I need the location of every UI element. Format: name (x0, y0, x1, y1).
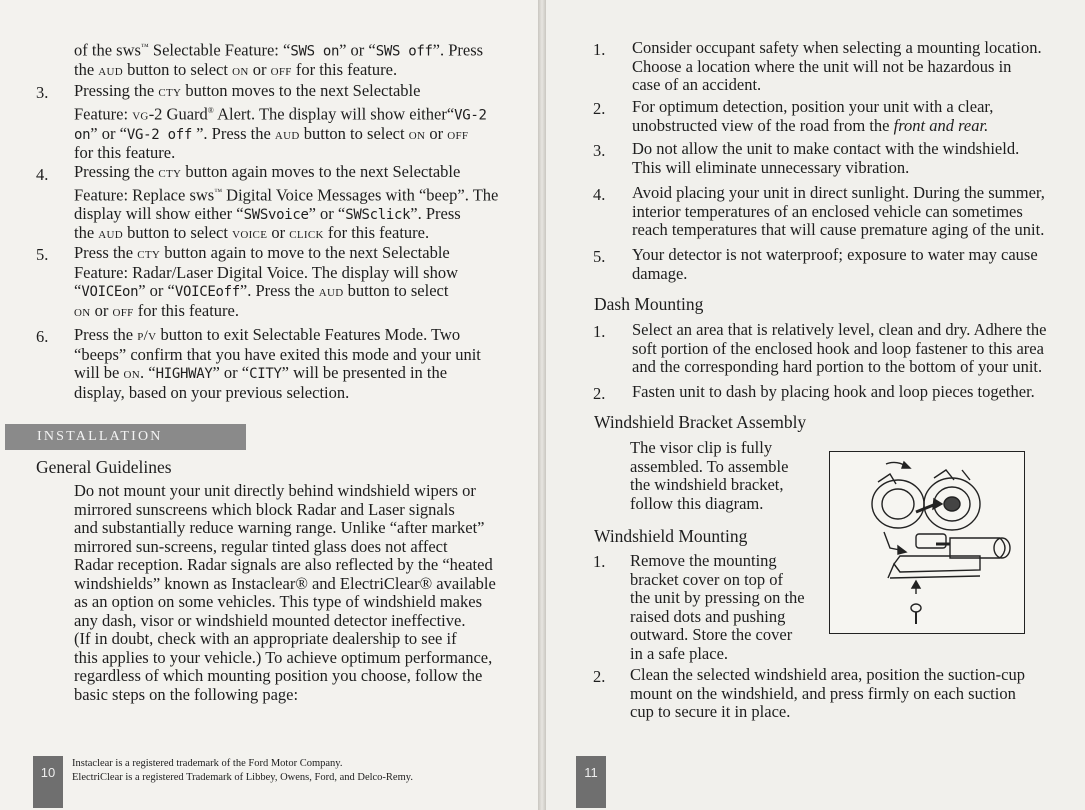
exit-mode-item: Press the p/v button to exit Selectable Features Mode. Two “beeps” confirm that you have exited this mode and your unit will be on. “HIGHWAY” or “CITY” will be presented in the display, based on your previous selection. (74, 325, 481, 402)
windshield-mounting-heading: Windshield Mounting (594, 526, 748, 546)
item-number: 1. (593, 322, 606, 341)
digital-voice-item: Pressing the cty button again moves to the next Selectable Feature: Replace sws™ Digital Voice Messages with “beep”. The display will show either “SWSvoice” or “SWSclick”. Press the aud button to select voice or click for this feature. (74, 162, 499, 242)
item-number: 3. (593, 141, 606, 160)
item-number: 4. (36, 165, 49, 184)
right-page (546, 0, 1085, 810)
item-number: 2. (593, 384, 606, 403)
left-page (0, 0, 538, 810)
windshield-step-2: Clean the selected windshield area, position the suction-cup mount on the windshield, and press firmly on each suction cup to secure it in place. (630, 665, 1025, 721)
bracket-diagram-icon (829, 451, 1025, 634)
item-number: 1. (593, 40, 606, 59)
section-bar-installation: INSTALLATION (5, 424, 246, 450)
item-number: 5. (36, 245, 49, 264)
page-number: 11 (576, 756, 606, 808)
trademark-footnotes: Instaclear is a registered trademark of the Ford Motor Company. ElectriClear is a registered Trademark of Libbey, Owens, Ford, and Delco-Remy. (72, 758, 413, 783)
dash-mounting-heading: Dash Mounting (594, 294, 704, 314)
dash-step-2: Fasten unit to dash by placing hook and loop pieces together. (632, 382, 1035, 401)
item-number: 3. (36, 83, 49, 102)
radar-laser-voice-item: Press the cty button again to move to the next Selectable Feature: Radar/Laser Digital Voice. The display will show “VOICEon” or “VOICEoff”. Press the aud button to select on or off for this feature. (74, 243, 459, 320)
waterproof-item: Your detector is not waterproof; exposure to water may cause damage. (632, 245, 1038, 283)
contact-item: Do not allow the unit to make contact with the windshield. This will eliminate unnecessary vibration. (632, 139, 1020, 177)
windshield-step-1: Remove the mounting bracket cover on top of the unit by pressing on the raised dots and pushing outward. Store the cover in a safe place. (630, 551, 805, 663)
item-number: 6. (36, 327, 49, 346)
bracket-assembly-heading: Windshield Bracket Assembly (594, 412, 807, 432)
vg2-guard-item: Pressing the cty button moves to the next Selectable Feature: vg-2 Guard® Alert. The display will show either“VG-2 on” or “VG-2 off ”. Press the aud button to select on or off for this feature. (74, 81, 487, 162)
item-number: 5. (593, 247, 606, 266)
page-number: 10 (33, 756, 63, 808)
detection-item: For optimum detection, position your unit with a clear, unobstructed view of the road from the front and rear. (632, 97, 994, 135)
book-gutter (538, 0, 546, 810)
general-guidelines-text: Do not mount your unit directly behind windshield wipers or mirrored sunscreens which block Radar and Laser signals and substantially reduce warning range. Unlike “after market” mirrored sun-screens, regular tinted glass does not affect Radar reception. Radar signals are also reflected by the “heated windshields” known as Instaclear® and ElectriClear® available as an option on some vehicles. This type of windshield makes any dash, visor or windshield mounted detector ineffective. (If in doubt, check with an appropriate dealership to see if this applies to your vehicle.) To achieve optimum performance, regardless of which mounting position you choose, follow the basic steps on the following page: (74, 481, 496, 704)
dash-step-1: Select an area that is relatively level, clean and dry. Adhere the soft portion of the enclosed hook and loop fastener to this area and the corresponding hard portion to the bottom of your unit. (632, 320, 1047, 376)
item-number: 2. (593, 99, 606, 118)
item-number: 4. (593, 185, 606, 204)
item-number: 1. (593, 552, 606, 571)
sunlight-item: Avoid placing your unit in direct sunlight. During the summer, interior temperatures of an enclosed vehicle can sometimes reach temperatures that will cause premature aging of the unit. (632, 183, 1045, 239)
item-number: 2. (593, 667, 606, 686)
sws-continuation: of the sws™ Selectable Feature: “SWS on” or “SWS off”. Press the aud button to select on or off for this feature. (74, 40, 484, 79)
bracket-assembly-text: The visor clip is fully assembled. To assemble the windshield bracket, follow this diagram. (630, 438, 789, 513)
safety-item: Consider occupant safety when selecting a mounting location. Choose a location where the unit will not be hazardous in case of an accident. (632, 38, 1042, 94)
general-guidelines-heading: General Guidelines (36, 457, 172, 477)
